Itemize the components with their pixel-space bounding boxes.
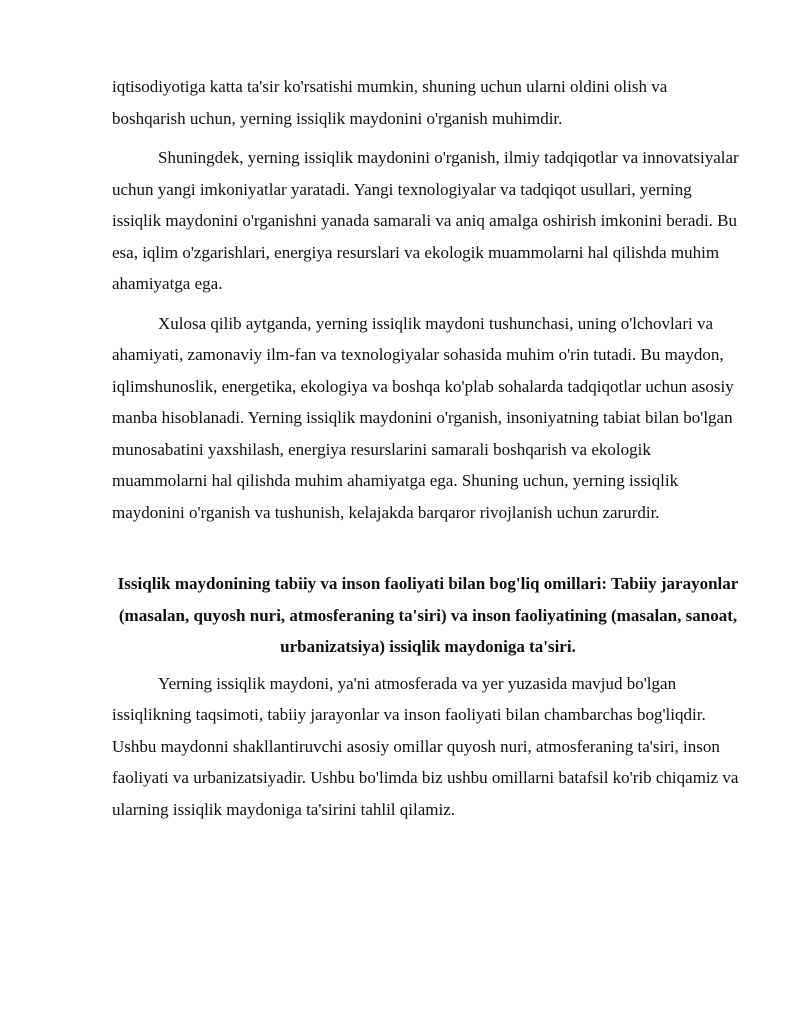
section-heading: Issiqlik maydonining tabiiy va inson faoliyati bilan bog'liq omillari: Tabiiy jarayonlar (masalan, quyosh nuri, atmosferaning ta'siri) va inson faoliyatining (masalan, sanoat, urbanizatsiya) issiqlik maydoniga ta'siri. — [117, 574, 739, 656]
paragraph-continuation: iqtisodiyotiga katta ta'sir ko'rsatishi mumkin, shuning uchun ularni oldini olish va boshqarish uchun, yerning issiqlik maydonini o'rganish muhimdir. — [112, 77, 668, 128]
page-body — [112, 71, 744, 833]
paragraph-conclusion: Xulosa qilib aytganda, yerning issiqlik maydoni tushunchasi, uning o'lchovlari va ahamiyati, zamonaviy ilm-fan va texnologiyalar sohasida muhim o'rin tutadi. Bu maydon, iqlimshunoslik, energetika, ekologiya va boshqa ko'plab sohalarda tadqiqotlar uchun asosiy manba hisoblanadi. Yerning issiqlik maydonini o'rganish, insoniyatning tabiat bilan bo'lgan munosabatini yaxshilash, energiya resurslarini samarali boshqarish va ekologik muammolarni hal qilishda muhim ahamiyatga ega. Shuning uchun, yerning issiqlik maydonini o'rganish va tushunish, kelajakda barqaror rivojlanish uchun zarurdir. — [112, 313, 734, 522]
paragraph-section-intro: Yerning issiqlik maydoni, ya'ni atmosferada va yer yuzasida mavjud bo'lgan issiqlikning taqsimoti, tabiiy jarayonlar va inson faoliyati bilan chambarchas bog'liqdir. Ushbu maydonni shakllantiruvchi asosiy omillar quyosh nuri, atmosferaning ta'siri, inson faoliyati va urbanizatsiyadir. Ushbu bo'limda biz ushbu omillarni batafsil ko'rib chiqamiz va ularning issiqlik maydoniga ta'sirini tahlil qilamiz. — [112, 673, 739, 819]
paragraph-research: Shuningdek, yerning issiqlik maydonini o'rganish, ilmiy tadqiqotlar va innovatsiyalar uchun yangi imkoniyatlar yaratadi. Yangi texnologiyalar va tadqiqot usullari, yerning issiqlik maydonini o'rganishni yanada samarali va aniq amalga oshirish imkonini beradi. Bu esa, iqlim o'zgarishlari, energiya resurslari va ekologik muammolarni hal qilishda muhim ahamiyatga ega. — [112, 148, 739, 293]
